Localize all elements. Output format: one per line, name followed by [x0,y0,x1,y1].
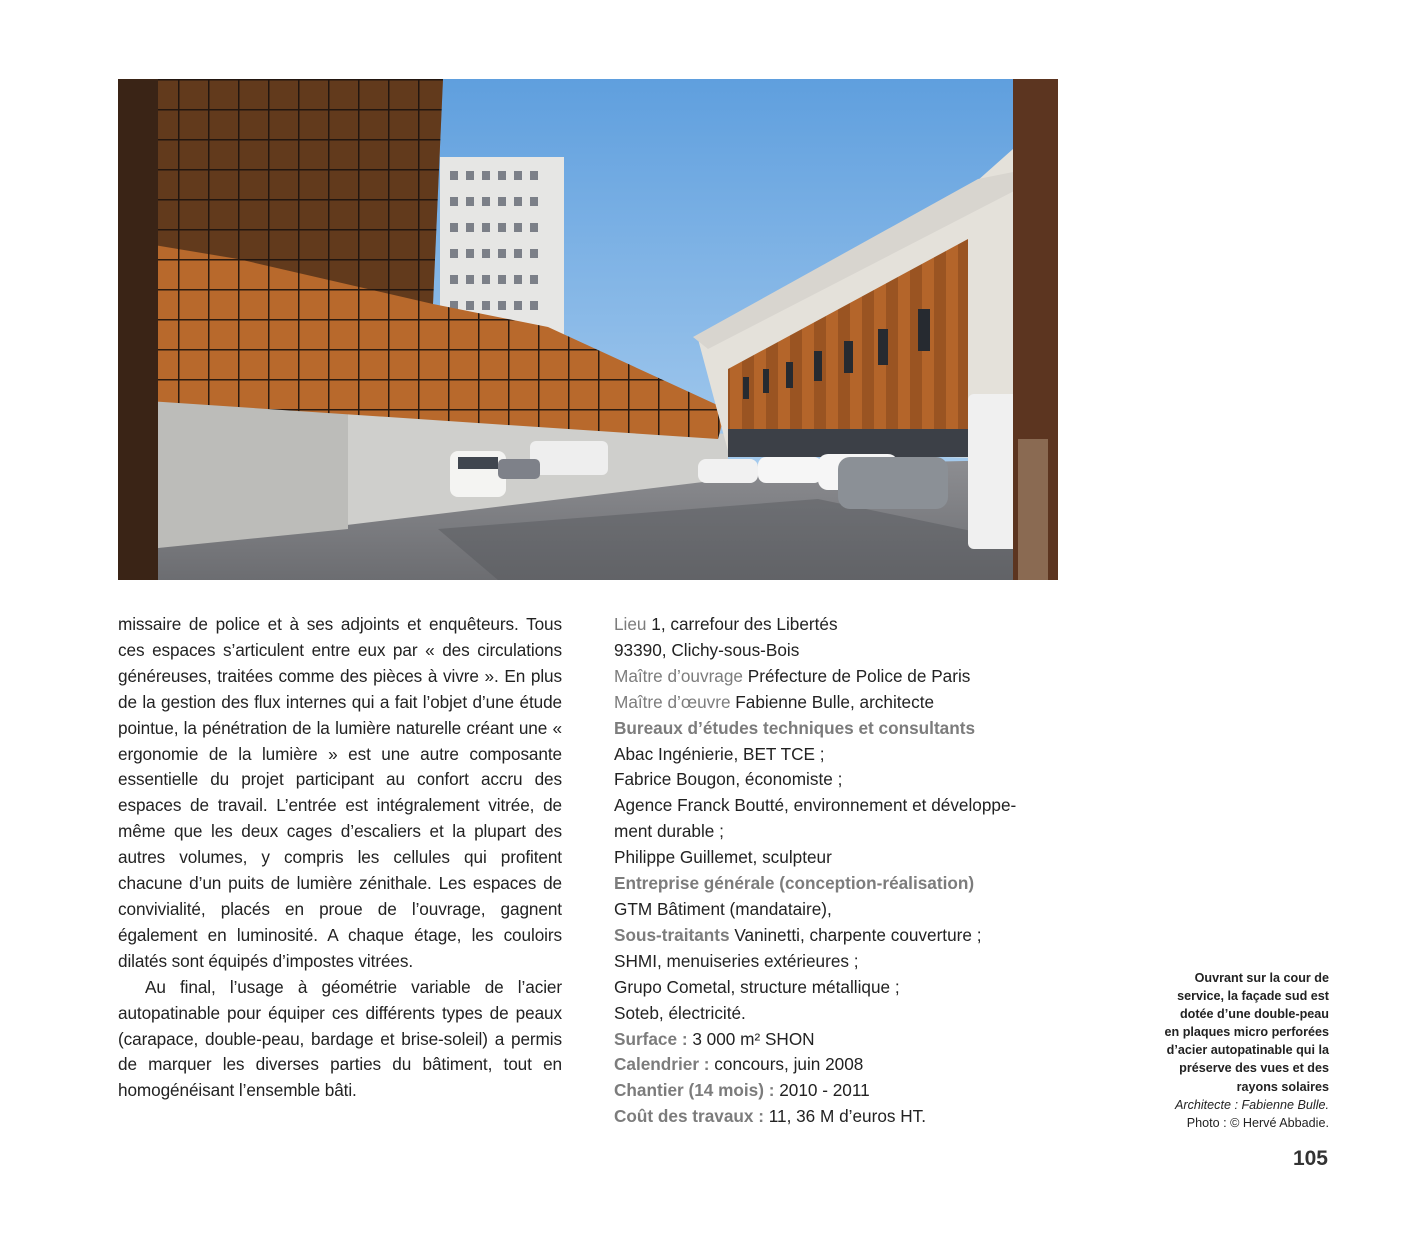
credit-line [614,949,1054,975]
caption-line: service, la façade sud est [1177,989,1329,1004]
credit-line [614,767,1054,793]
caption-architect: Architecte : Fabienne Bulle. [1174,1097,1329,1112]
project-credits [614,612,1054,1130]
credit-value: Philippe Guillemet, sculpteur [614,847,832,868]
credit-line [614,793,1054,819]
credit-value: Fabienne Bulle, architecte [730,691,935,712]
caption-line: en plaques micro perforées [1164,1025,1329,1040]
credit-label: Calendrier : [614,1054,710,1075]
credit-line [614,1001,1054,1027]
body-paragraph: missaire de police et à ses adjoints et enquêteurs. Tous ces espaces s’articulent entre eux par « des circulations généreuses, traitées comme des pièces à vivre ». En plus de la gestion des flux internes qui a fait l’objet d’une étude pointue, la pénétration de la lumière naturelle créant une « ergonomie de la lumière » est une autre composante essentielle du projet participant au confort accru des espaces de travail. L’entrée est intégralement vitrée, de même que les deux cages d’escaliers et la plupart des autres volumes, y compris les cellules qui profitent chacune d’un puits de lumière zénithale. Les espaces de convivialité, placés en proue de l’ouvrage, gagnent également en luminosité. A chaque étage, les couloirs dilatés sont équipés d’impostes vitrées. [118,614,562,971]
credit-label: Entreprise générale (conception-réalisation) [614,873,975,894]
credit-value: Soteb, électricité. [614,1002,746,1023]
credit-line [614,975,1054,1001]
caption-line: préserve des vues et des [1179,1061,1329,1076]
credit-value: 11, 36 M d’euros HT. [763,1106,927,1127]
caption-line: rayons solaires [1236,1079,1329,1094]
credit-label: Sous-traitants [614,924,730,945]
caption-photo-credit: Photo : © Hervé Abbadie. [1186,1115,1329,1130]
credit-value: 3 000 m² SHON [687,1028,815,1049]
credit-line [614,638,1054,664]
credit-label: Chantier (14 mois) : [614,1080,775,1101]
credit-label: Bureaux d’études techniques et consultants [614,717,976,738]
credit-line [614,1052,1054,1078]
credit-label: Maître d’œuvre [614,691,731,712]
credit-value: 93390, Clichy-sous-Bois [614,639,800,660]
credit-line [614,716,1054,742]
credit-value: ment durable ; [614,821,724,842]
credit-line [614,1104,1054,1130]
courtyard-illustration [118,79,1058,580]
credit-value: SHMI, menuiseries extérieures ; [614,950,859,971]
credit-label: Surface : [614,1028,688,1049]
credit-value: Agence Franck Boutté, environnement et développe- [614,795,1017,816]
credit-line [614,742,1054,768]
credit-label: Coût des travaux : [614,1106,764,1127]
building-photo [118,79,1058,580]
credit-line [614,897,1054,923]
credit-line [614,664,1054,690]
credit-line [614,923,1054,949]
credit-line [614,690,1054,716]
photo-caption [1109,969,1329,1132]
credit-line [614,819,1054,845]
credit-value: Vaninetti, charpente couverture ; [729,924,982,945]
credit-label: Maître d’ouvrage [614,665,743,686]
credit-value: 1, carrefour des Libertés [646,614,838,634]
credit-value: 2010 - 2011 [774,1080,870,1101]
caption-line: Ouvrant sur la cour de [1194,971,1329,985]
credit-value: Préfecture de Police de Paris [742,665,971,686]
body-paragraph: Au final, l’usage à géométrie variable de l’acier autopatinable pour équiper ces différents types de peaux (carapace, double-peau, bardage et brise-soleil) a permis de marquer les diverses parties du bâtiment, tout en homogénéisant l’ensemble bâti. [118,976,562,1101]
credit-value: GTM Bâtiment (mandataire), [614,898,832,919]
credit-value: Fabrice Bougon, économiste ; [614,769,843,790]
page-number: 105 [1292,1147,1328,1170]
caption-line: d’acier autopatinable qui la [1166,1043,1329,1058]
article-body [118,612,562,1104]
credit-value: Grupo Cometal, structure métallique ; [614,976,900,997]
credit-line [614,871,1054,897]
credit-value: concours, juin 2008 [709,1054,864,1075]
caption-line: dotée d’une double-peau [1179,1007,1329,1022]
credit-line [614,1078,1054,1104]
credit-line [614,612,1054,638]
credit-line [614,1027,1054,1053]
credit-value: Abac Ingénierie, BET TCE ; [614,743,825,764]
credit-label: Lieu [614,614,647,634]
credit-line [614,845,1054,871]
